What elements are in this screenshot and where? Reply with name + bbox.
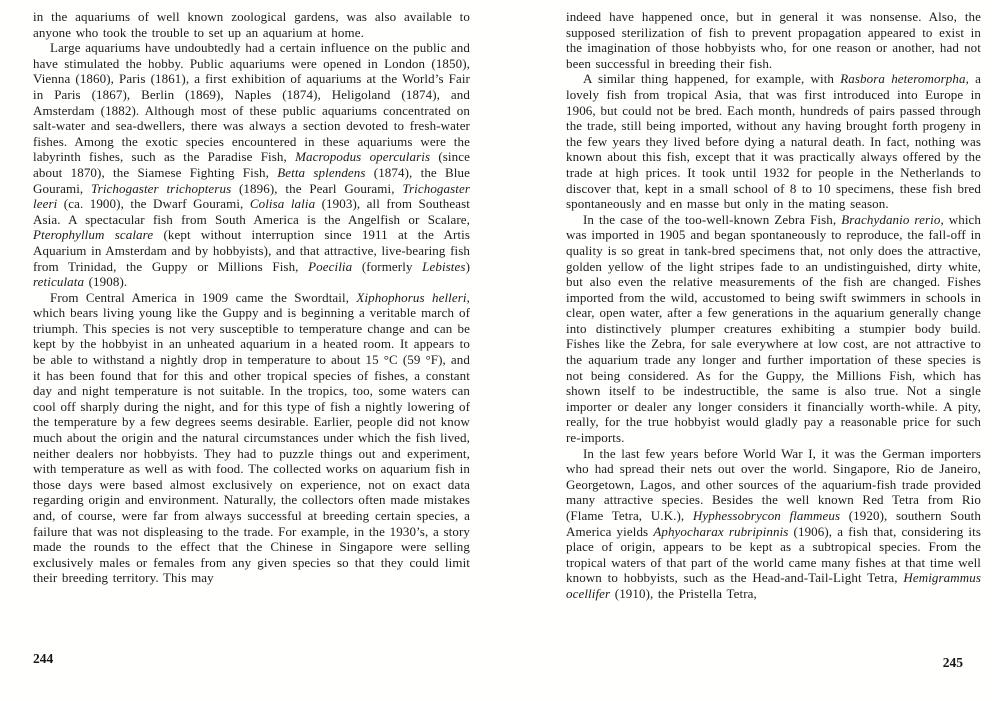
paragraph: Large aquariums have undoubtedly had a certain influence on the public and have stimulated the hobby. Public aquariums were opened in London (1850), Vienna (1860), Paris (1861), a first exhibition of aquariums at the World’s Fair in Paris (1867), Berlin (1869), Naples (1874), Heligoland (1874), and Amsterdam (1882). Although most of these public aquariums concentrated on salt-water and sea-dwellers, there was always a section devoted to fresh-water fishes. Among the exotic species encountered in these aquariums were the labyrinth fishes, such as the Paradise Fish, Macropodus opercularis (since about 1870), the Siamese Fighting Fish, Betta splendens (1874), the Blue Gourami, Trichogaster trichopterus (1896), the Pearl Gourami, Trichogaster leeri (ca. 1900), the Dwarf Gourami, Colisa lalia (1903), all from Southeast Asia. A spectacular fish from South America is the Angelfish or Scalare, Pterophyllum scalare (kept without interruption since 1911 at the Artis Aquarium in Amsterdam and by hobbyists), and that attractive, live-bearing fish from Trinidad, the Guppy or Millions Fish, Poecilia (formerly Lebistes) reticulata (1908). xyxy=(33,40,471,290)
paragraph: indeed have happened once, but in general it was nonsense. Also, the supposed sterilization of fish to prevent propagation appeared to exist in the imagination of those hobbyists who, for one reason or another, had not been successful in breeding their fish. xyxy=(566,9,981,71)
page-number-right: 245 xyxy=(942,655,963,670)
page-left-text-block xyxy=(33,9,470,586)
paragraph: A similar thing happened, for example, with Rasbora heteromorpha, a lovely fish from tropical Asia, that was first introduced into Europe in 1906, but could not be bred. Each month, hundreds of pairs passed through the trade, still being imported, without any having brought forth progeny in the few years they lived before dying a natural death. In fact, nothing was known about this fish, except that it was practically always offered by the trade at high prices. It took until 1932 for people in the Netherlands to discover that, kept in a small school of 8 to 10 specimens, these fish bred spontaneously and en masse but only in the mating season. xyxy=(566,71,981,212)
paragraph: In the last few years before World War I, it was the German importers who had spread their nets out over the world. Singapore, Rio de Janeiro, Georgetown, Lagos, and other sources of the aquarium-fish trade provided many attractive species. Besides the well known Red Tetra from Rio (Flame Tetra, U.K.), Hyphessobrycon flammeus (1920), southern South America yields Aphyocharax rubripinnis (1906), a fish that, considering its place of origin, appears to be kept as a subtropical species. From the tropical waters of that part of the world came many fishes at that time well known to hobbyists, such as the Head-and-Tail-Light Tetra, Hemigrammus ocellifer (1910), the Pristella Tetra, xyxy=(566,445,981,601)
paragraph: in the aquariums of well known zoological gardens, was also available to anyone who took the trouble to set up an aquarium at home. xyxy=(33,9,470,40)
page-right-text-block xyxy=(566,9,981,602)
page-left xyxy=(33,9,470,701)
paragraph: From Central America in 1909 came the Swordtail, Xiphophorus helleri, which bears living young like the Guppy and is beginning a veritable march of triumph. This species is not very susceptible to temperature change and can be kept by the hobbyist in an unheated aquarium in a heated room. It appears to be able to withstand a nightly drop in temperature to about 15 °C (59 °F), and it has been found that for this and other tropical species of fishes, a constant day and night temperature is not suitable. In the tropics, too, some waters can cool off sharply during the night, and for this type of fish a nightly lowering of the temperature by a few degrees seems desirable. Earlier, people did not know much about the origin and the natural circumstances under which the fish lived, neither dealers nor hobbyists. They had to puzzle things out and experiment, with temperature as well as with food. The collected works on aquarium fish in those days were based almost exclusively on experience, not on exact data regarding origin and environment. Naturally, the collectors often made mistakes and, of course, were far from always successful at breeding certain species, a failure that was not displeasing to the trade. For example, in the 1930’s, a story made the rounds to the effect that the Chinese in Singapore were selling exclusively males or females from any given species so that they could limit their breeding territory. This may xyxy=(33,289,470,586)
page-number-left: 244 xyxy=(33,651,54,666)
page-right xyxy=(566,9,981,701)
paragraph: In the case of the too-well-known Zebra Fish, Brachydanio rerio, which was imported in 1905 and began spontaneously to reproduce, the fall-off in quality is so great in tank-bred specimens that, not only does the attractive, golden yellow of the light stripes fade to an undistinguished, dirty white, but also even the relative measurements of the fish are changed. Fishes imported from the wild, accustomed to being swift swimmers in schools in clear, open water, after a few generations in the aquarium generally change into distinctively plumper creatures exhibiting a stumpier body build. Fishes like the Zebra, for sale everywhere at low cost, are not attractive to the aquarium trade any longer and further importation of these species is not being considered. As for the Guppy, the Millions Fish, which has shown itself to be indestructible, the same is also true. Not a single importer or dealer any longer considers it financially worth-while. A pity, really, for the true hobbyist would gladly pay a reasonable price for such re-imports. xyxy=(566,211,982,446)
